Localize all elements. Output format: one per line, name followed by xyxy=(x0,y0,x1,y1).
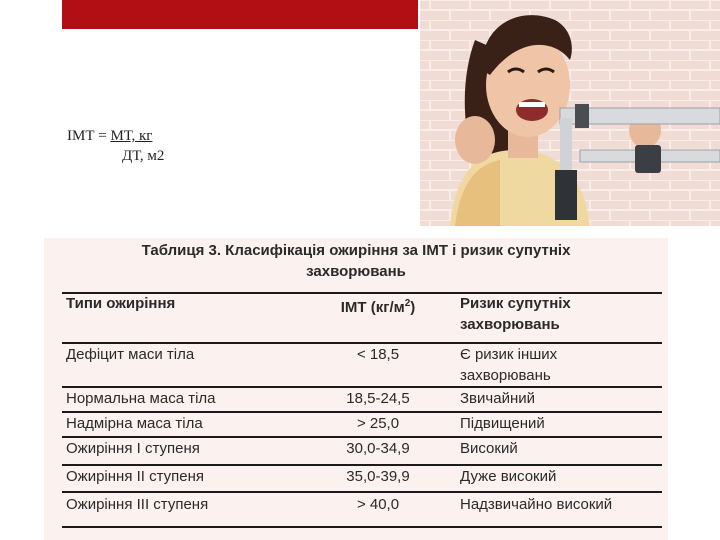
row-risk: Звичайний xyxy=(460,390,535,407)
formula-denominator: ДТ, м2 xyxy=(122,148,165,164)
header-bmi-sup: 2 xyxy=(404,298,411,309)
row-type: Ожиріння ІІ ступеня xyxy=(66,468,205,485)
table-title xyxy=(44,240,668,282)
row-bmi: 18,5-24,5 xyxy=(346,390,410,407)
table-title-line1: Таблиця 3. Класифікація ожиріння за ІМТ і ризик супутніх xyxy=(141,242,571,259)
header-risk-line2: захворювань xyxy=(460,316,560,333)
photo-illustration xyxy=(420,0,720,226)
row-risk xyxy=(460,344,670,386)
row-risk: Надзвичайно високий xyxy=(460,496,613,513)
row-type: Ожиріння ІІІ ступеня xyxy=(66,496,209,513)
table-rule xyxy=(62,526,662,528)
formula-lhs: ІМТ = xyxy=(67,128,111,144)
formula-numerator: МТ, кг xyxy=(110,128,153,144)
row-type: Нормальна маса тіла xyxy=(66,390,216,407)
row-risk: Дуже високий xyxy=(460,468,557,485)
table-title-line2: захворювань xyxy=(306,263,406,280)
classification-table xyxy=(44,238,668,540)
row-type: Дефіцит маси тіла xyxy=(66,346,195,363)
header-bmi xyxy=(318,293,438,318)
header-risk xyxy=(460,293,670,335)
row-bmi: > 25,0 xyxy=(356,415,400,432)
row-risk: Високий xyxy=(460,440,518,457)
row-risk-line1: Є ризик інших xyxy=(460,346,558,363)
bmi-formula xyxy=(67,126,164,166)
row-bmi: 35,0-39,9 xyxy=(346,468,410,485)
header-type: Типи ожиріння xyxy=(66,295,176,312)
row-type: Ожиріння І ступеня xyxy=(66,440,200,457)
woman-on-scale-photo xyxy=(420,0,720,226)
table-rule xyxy=(62,491,662,493)
row-bmi: > 40,0 xyxy=(356,496,400,513)
header-bmi-text: ІМТ (кг/м xyxy=(340,299,405,316)
row-type: Надмірна маса тіла xyxy=(66,415,203,432)
row-bmi: 30,0-34,9 xyxy=(346,440,410,457)
header-bmi-close: ) xyxy=(410,299,416,316)
header-accent-bar xyxy=(62,0,418,29)
row-risk: Підвищений xyxy=(460,415,545,432)
row-bmi: < 18,5 xyxy=(356,346,400,363)
header-risk-line1: Ризик супутніх xyxy=(460,295,571,312)
row-risk-line2: захворювань xyxy=(460,367,551,384)
